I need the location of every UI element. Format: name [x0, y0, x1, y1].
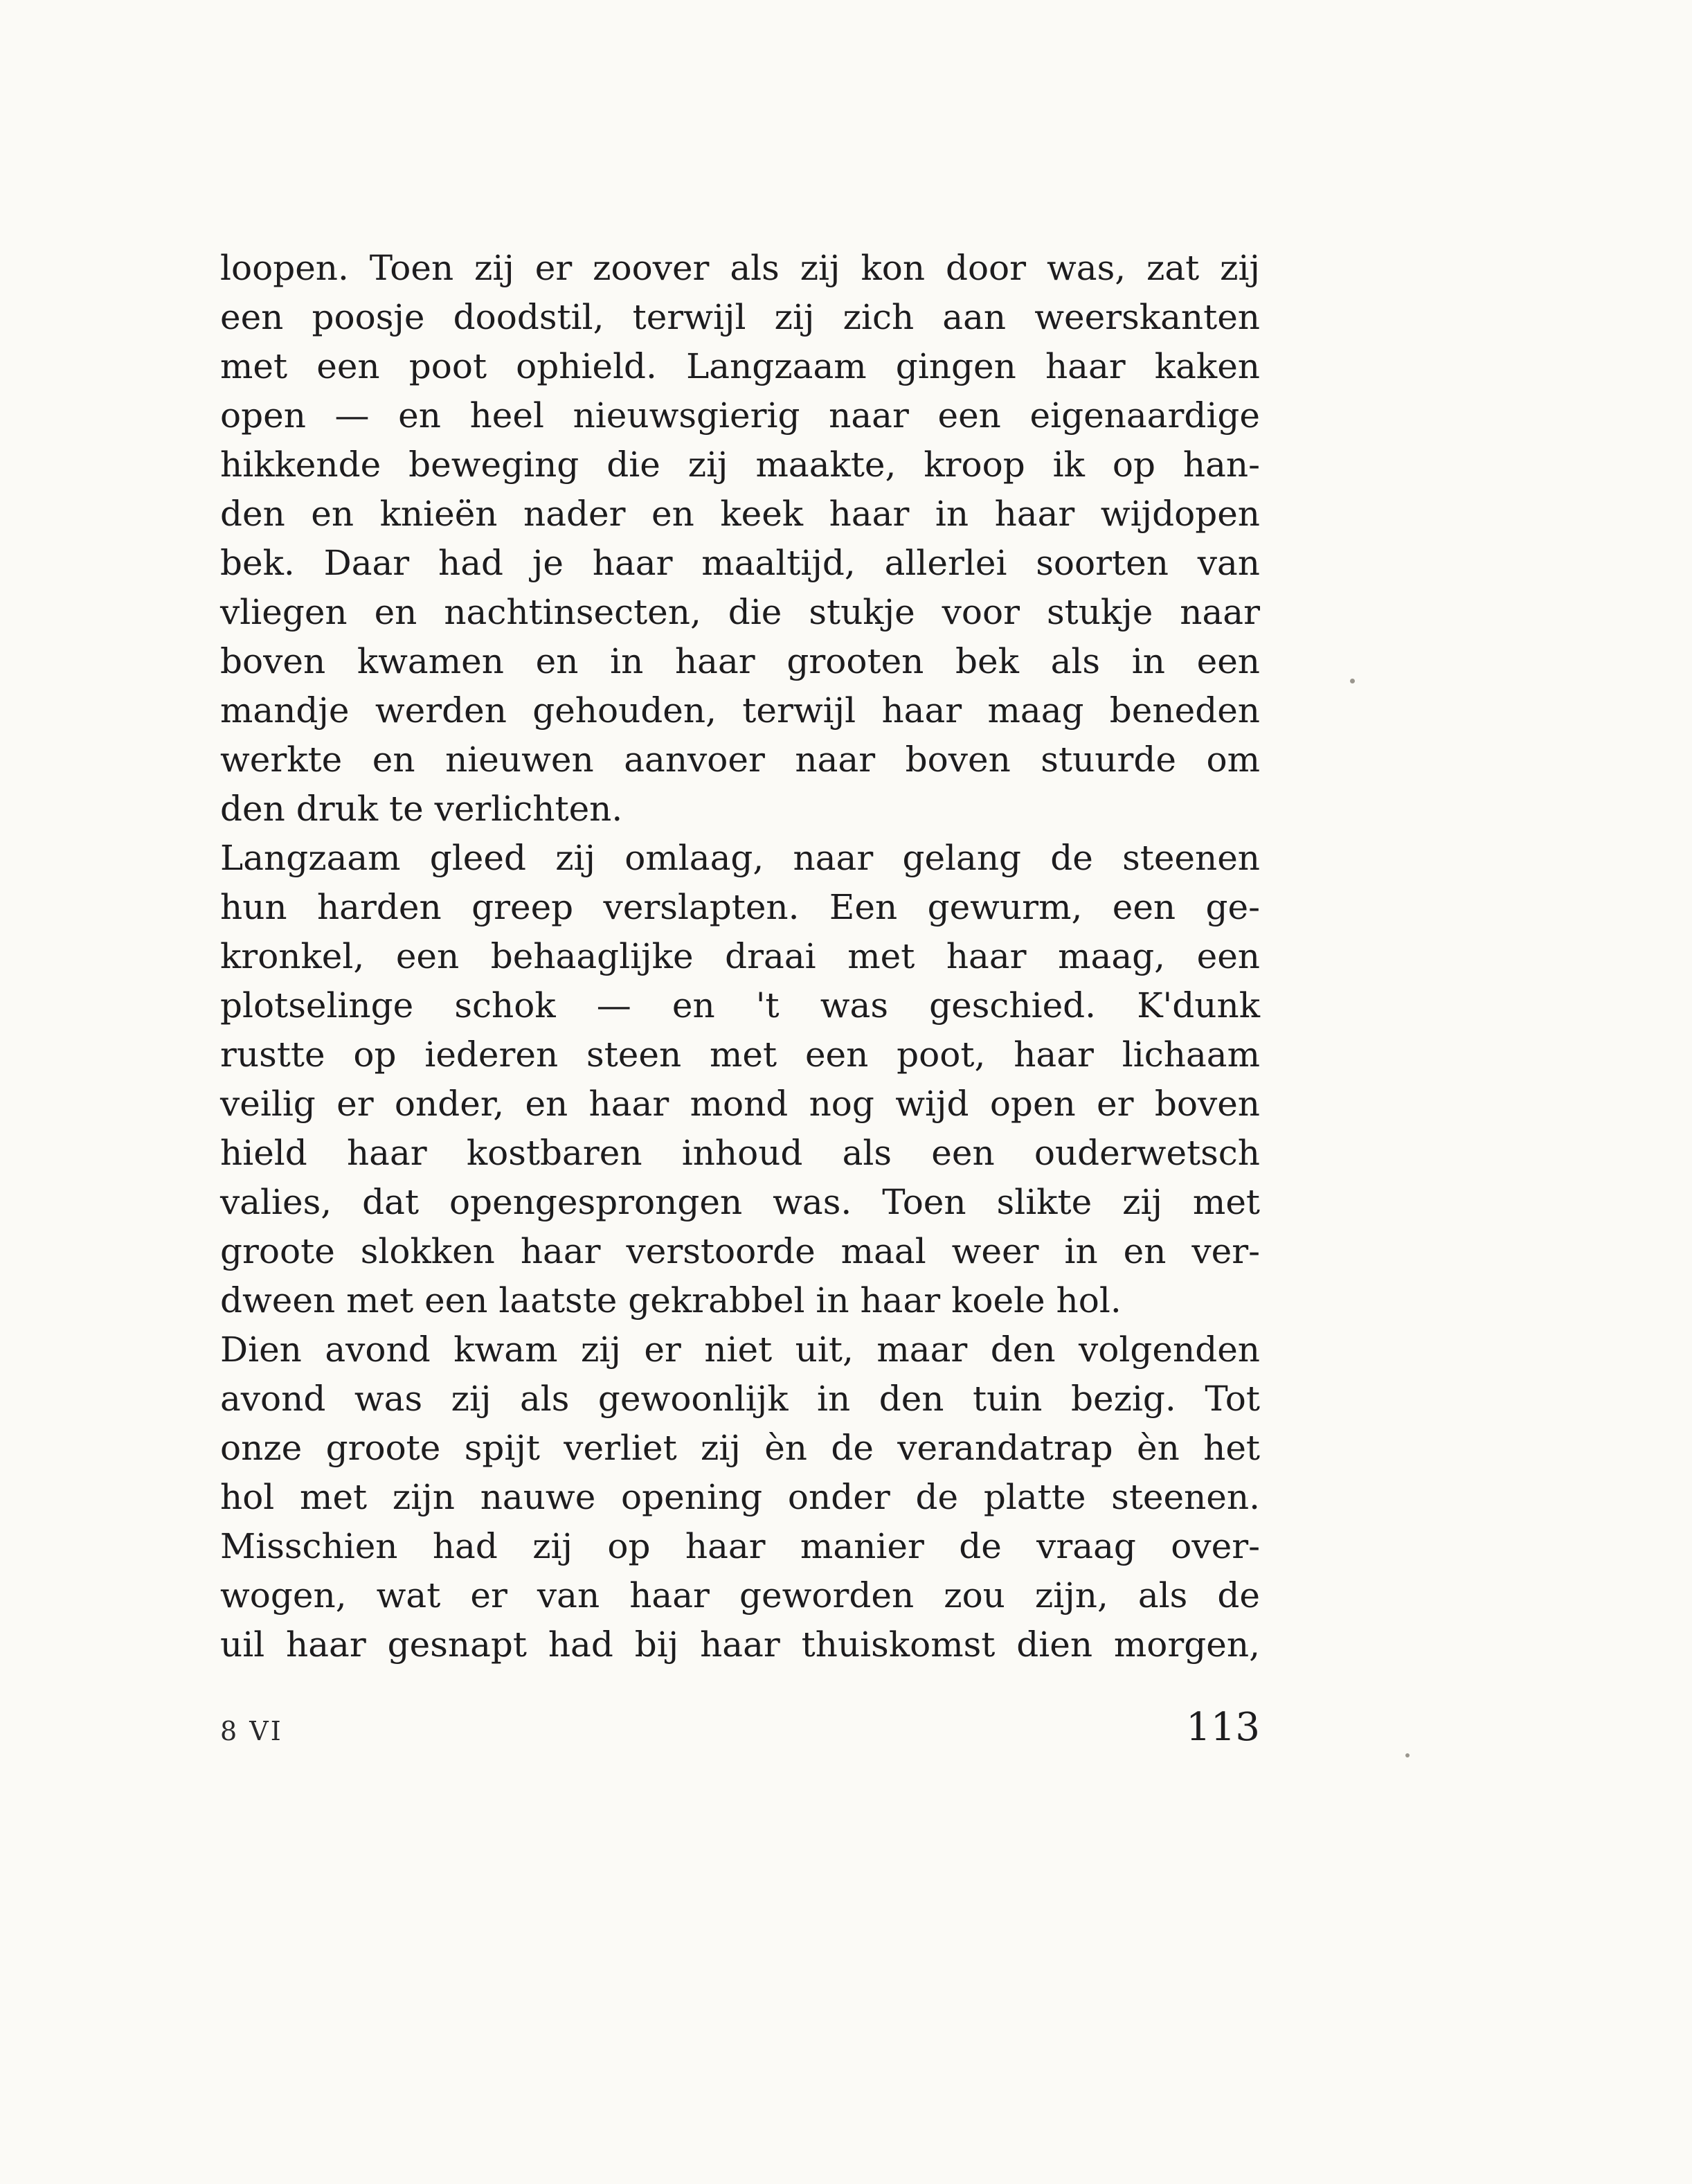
text-line: dween met een laatste gekrabbel in haar koele hol.: [220, 1280, 1122, 1321]
text-line: werkte en nieuwen aanvoer naar boven stuurde om: [220, 740, 1260, 780]
text-line: den druk te verlichten.: [220, 789, 623, 829]
text-line: boven kwamen en in haar grooten bek als in een: [220, 641, 1260, 681]
text-line: wogen, wat er van haar geworden zou zijn, als de: [220, 1575, 1260, 1615]
text-line: kronkel, een behaaglijke draai met haar maag, een: [220, 936, 1260, 976]
text-line: bek. Daar had je haar maaltijd, allerlei soorten van: [220, 543, 1260, 583]
text-block: [220, 244, 1260, 1670]
text-line: hun harden greep verslapten. Een gewurm, een ge-: [220, 887, 1260, 927]
text-line: loopen. Toen zij er zoover als zij kon door was, zat zij: [220, 248, 1260, 288]
text-line: Misschien had zij op haar manier de vraag over-: [220, 1526, 1260, 1566]
page-footer: [220, 1705, 1260, 1750]
text-line: hol met zijn nauwe opening onder de platte steenen.: [220, 1477, 1260, 1517]
signature-mark: 8 VI: [220, 1716, 283, 1746]
text-line: onze groote spijt verliet zij èn de verandatrap èn het: [220, 1428, 1260, 1468]
text-line: plotselinge schok — en 't was geschied. K'dunk: [220, 985, 1260, 1026]
text-line: hikkende beweging die zij maakte, kroop ik op han-: [220, 445, 1260, 485]
text-line: mandje werden gehouden, terwijl haar maag beneden: [220, 690, 1260, 731]
text-line: hield haar kostbaren inhoud als een ouderwetsch: [220, 1133, 1260, 1173]
scan-speck: [1350, 679, 1355, 683]
text-line: den en knieën nader en keek haar in haar wijdopen: [220, 494, 1260, 534]
text-line: vliegen en nachtinsecten, die stukje voor stukje naar: [220, 592, 1260, 632]
scan-speck: [1405, 1753, 1410, 1757]
text-line: een poosje doodstil, terwijl zij zich aan weerskanten: [220, 297, 1260, 337]
text-line: rustte op iederen steen met een poot, haar lichaam: [220, 1035, 1260, 1075]
text-line: groote slokken haar verstoorde maal weer in en ver-: [220, 1231, 1260, 1271]
text-line: open — en heel nieuwsgierig naar een eigenaardige: [220, 395, 1260, 436]
text-line: veilig er onder, en haar mond nog wijd open er boven: [220, 1084, 1260, 1124]
text-line: valies, dat opengesprongen was. Toen slikte zij met: [220, 1182, 1260, 1222]
text-line: avond was zij als gewoonlijk in den tuin bezig. Tot: [220, 1379, 1260, 1419]
text-line: met een poot ophield. Langzaam gingen haar kaken: [220, 346, 1260, 386]
text-line: Dien avond kwam zij er niet uit, maar den volgenden: [220, 1330, 1260, 1370]
page-number: 113: [1186, 1705, 1260, 1750]
text-line: uil haar gesnapt had bij haar thuiskomst dien morgen,: [220, 1624, 1260, 1665]
text-line: Langzaam gleed zij omlaag, naar gelang de steenen: [220, 838, 1260, 878]
